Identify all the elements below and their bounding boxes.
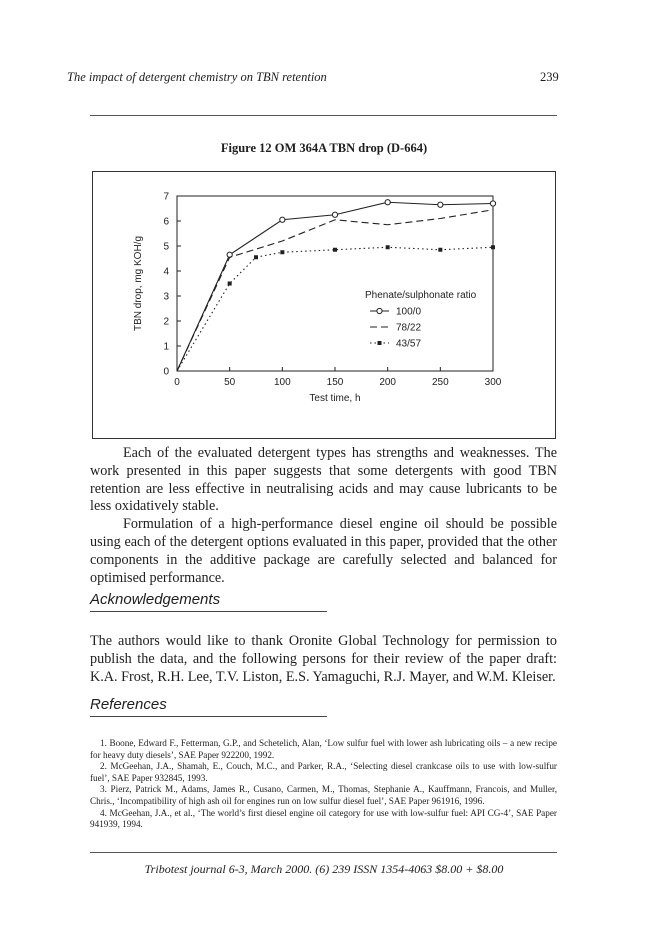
y-tick-label: 0 [163,366,169,378]
x-tick-label: 0 [174,377,180,388]
data-point [378,341,382,345]
data-point [280,250,284,254]
data-point [385,200,390,205]
acknowledgements-heading-rule [90,611,327,612]
x-tick-label: 100 [273,377,291,388]
y-tick-label: 3 [163,291,169,303]
references-heading: References [90,696,167,713]
data-point [386,245,390,249]
footer-citation: Tribotest journal 6-3, March 2000. (6) 239 ISSN 1354-4063 $8.00 + $8.00 [144,862,504,876]
acknowledgements-text: The authors would like to thank Oronite Global Technology for permission to publish the data, and the following persons for their review of the paper draft: K.A. Frost, R.H. Lee, T.V. Liston, E.S. Yamaguchi, R.J. Mayer, and W.M. Kleiser. [90,633,557,685]
series-100-0 [177,200,496,371]
y-tick-label: 5 [163,241,169,253]
x-tick-label: 200 [379,377,397,388]
y-tick-label: 4 [163,266,169,278]
y-tick-label: 6 [163,216,169,228]
y-axis-label: TBN drop, mg KOH/g [133,235,144,332]
figure-frame [92,171,556,439]
data-point [228,282,232,286]
tbn-drop-chart [93,172,557,440]
body-paragraph-2: Formulation of a high-performance diesel engine oil should be possible using each of the detergent options evaluated in this paper, provided that the other components in the additive package are carefully selected and balanced for optimised performance. [90,516,557,586]
body-paragraph-1: Each of the evaluated detergent types has strengths and weaknesses. The work presented in this paper suggests that some detergents with good TBN retention are less effective in neutralising acids and may cause lubricants to be less oxidatively stable. [90,445,557,515]
acknowledgements-heading: Acknowledgements [90,591,221,608]
reference-item: 3. Pierz, Patrick M., Adams, James R., Cusano, Carmen, M., Thomas, Stephanie A., Kauffmann, Francois, and Muller, Chris., ‘Incompatibility of high ash oil for engines run on low sulfur diesel fuel’, SAE Paper 961916, 1996. [90,784,557,806]
legend-title: Phenate/sulphonate ratio [365,290,477,301]
data-point [491,245,495,249]
body-paragraphs [90,445,557,587]
legend-label: 78/22 [396,322,422,334]
legend-label: 100/0 [396,306,422,318]
chart-legend [365,290,477,350]
x-axis-label: Test time, h [309,393,361,404]
chart-series [177,200,496,371]
data-point [332,212,337,217]
x-tick-label: 300 [484,377,502,388]
series-line [177,202,493,371]
reference-item: 4. McGeehan, J.A., et al., ‘The world’s first diesel engine oil category for use with low-sulfur fuel: API CG-4’, SAE Paper 941939, 1994. [90,807,557,830]
data-point [377,308,382,313]
running-title: The impact of detergent chemistry on TBN retention [67,70,327,84]
x-tick-label: 150 [326,377,344,388]
references-list [90,738,557,831]
data-point [254,255,258,259]
reference-item: 2. McGeehan, J.A., Shamah, E., Couch, M.C., and Parker, R.A., ‘Selecting diesel crankcase oils to use with low-sulfur fuel’, SAE Paper 932845, 1993. [90,761,557,783]
data-point [490,201,495,206]
data-point [438,202,443,207]
x-tick-label: 50 [224,377,236,388]
data-point [280,217,285,222]
y-tick-label: 1 [163,341,169,353]
footer-rule [90,852,557,853]
y-tick-label: 2 [163,316,169,328]
series-43-57 [177,245,495,371]
data-point [333,248,337,252]
plot-frame [177,196,493,371]
legend-label: 43/57 [396,338,422,350]
x-tick-label: 250 [431,377,449,388]
reference-item: 1. Boone, Edward F., Fetterman, G.P., and Schetelich, Alan, ‘Low sulfur fuel with lower ash lubricating oils – a new recipe for heavy duty diesels’, SAE Paper 922200, 1992. [90,738,557,760]
data-point [438,248,442,252]
references-heading-rule [90,716,327,717]
figure-caption: Figure 12 OM 364A TBN drop (D-664) [220,141,428,155]
y-tick-label: 7 [163,191,169,203]
page-number: 239 [540,70,559,84]
header-rule [90,115,557,116]
